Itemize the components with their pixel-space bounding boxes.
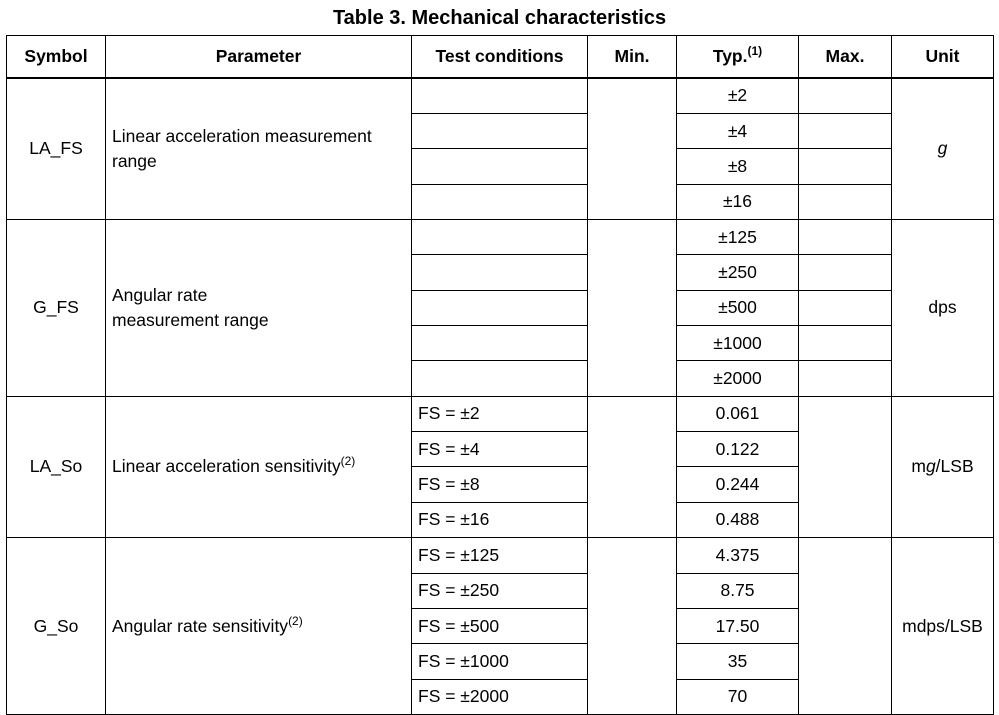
test-conditions-cell: [412, 113, 588, 148]
parameter-text: Angular rate sensitivity: [112, 615, 289, 636]
test-conditions-cell: [412, 149, 588, 184]
test-conditions-cell: FS = ±16: [412, 502, 588, 537]
typ-cell: 0.122: [677, 432, 799, 467]
parameter-text: Linear acceleration sensitivity: [112, 456, 341, 477]
typ-cell: ±8: [677, 149, 799, 184]
mechanical-characteristics-table: [6, 35, 994, 715]
max-cell: [799, 538, 892, 715]
table-row: [7, 219, 994, 254]
typ-cell: 0.061: [677, 396, 799, 431]
symbol-cell: LA_FS: [7, 78, 106, 219]
typ-cell: ±4: [677, 113, 799, 148]
unit-suffix: /LSB: [935, 456, 974, 477]
unit-cell: dps: [892, 219, 994, 396]
parameter-cell: [106, 538, 412, 715]
max-cell: [799, 184, 892, 219]
typ-cell: ±16: [677, 184, 799, 219]
unit-cell: [892, 396, 994, 537]
typ-cell: 0.488: [677, 502, 799, 537]
max-cell: [799, 113, 892, 148]
symbol-cell: G_FS: [7, 219, 106, 396]
unit-g: g: [925, 456, 936, 477]
typ-cell: ±2000: [677, 361, 799, 396]
typ-cell: 0.244: [677, 467, 799, 502]
typ-cell: ±250: [677, 255, 799, 290]
test-conditions-cell: FS = ±2000: [412, 679, 588, 714]
max-cell: [799, 78, 892, 113]
symbol-cell: LA_So: [7, 396, 106, 537]
test-conditions-cell: FS = ±125: [412, 538, 588, 573]
test-conditions-cell: FS = ±2: [412, 396, 588, 431]
typ-cell: ±1000: [677, 326, 799, 361]
unit-prefix: m: [911, 456, 926, 477]
min-cell: [588, 219, 677, 396]
table-row: [7, 78, 994, 113]
header-max: Max.: [799, 36, 892, 79]
typ-cell: 17.50: [677, 608, 799, 643]
parameter-cell: Linear acceleration measurement range: [106, 78, 412, 219]
max-cell: [799, 149, 892, 184]
typ-cell: 70: [677, 679, 799, 714]
max-cell: [799, 219, 892, 254]
min-cell: [588, 538, 677, 715]
unit-cell: mdps/LSB: [892, 538, 994, 715]
test-conditions-cell: FS = ±4: [412, 432, 588, 467]
test-conditions-cell: [412, 219, 588, 254]
max-cell: [799, 361, 892, 396]
table-row: [7, 396, 994, 431]
max-cell: [799, 396, 892, 537]
test-conditions-cell: [412, 290, 588, 325]
parameter-text: Angular rate measurement range: [112, 284, 269, 330]
parameter-cell: [106, 219, 412, 396]
header-row: [7, 36, 994, 79]
test-conditions-cell: FS = ±250: [412, 573, 588, 608]
parameter-note: (2): [288, 613, 303, 628]
typ-cell: ±500: [677, 290, 799, 325]
test-conditions-cell: [412, 326, 588, 361]
table-title: Table 3. Mechanical characteristics: [332, 7, 667, 29]
symbol-cell: G_So: [7, 538, 106, 715]
typ-cell: 35: [677, 644, 799, 679]
header-symbol: Symbol: [7, 36, 106, 79]
unit-cell: g: [892, 78, 994, 219]
typ-cell: 8.75: [677, 573, 799, 608]
min-cell: [588, 396, 677, 537]
header-min: Min.: [588, 36, 677, 79]
test-conditions-cell: [412, 255, 588, 290]
header-parameter: Parameter: [106, 36, 412, 79]
header-typ-note: (1): [747, 44, 763, 59]
header-typ-label: Typ.: [712, 46, 748, 66]
max-cell: [799, 326, 892, 361]
header-test-conditions: Test conditions: [412, 36, 588, 79]
test-conditions-cell: [412, 184, 588, 219]
max-cell: [799, 290, 892, 325]
max-cell: [799, 255, 892, 290]
header-unit: Unit: [892, 36, 994, 79]
test-conditions-cell: FS = ±500: [412, 608, 588, 643]
parameter-cell: [106, 396, 412, 537]
test-conditions-cell: [412, 361, 588, 396]
typ-cell: ±125: [677, 219, 799, 254]
header-typ: [677, 36, 799, 79]
test-conditions-cell: FS = ±8: [412, 467, 588, 502]
test-conditions-cell: FS = ±1000: [412, 644, 588, 679]
min-cell: [588, 78, 677, 219]
test-conditions-cell: [412, 78, 588, 113]
table-row: [7, 538, 994, 573]
parameter-note: (2): [340, 454, 356, 469]
typ-cell: ±2: [677, 78, 799, 113]
typ-cell: 4.375: [677, 538, 799, 573]
